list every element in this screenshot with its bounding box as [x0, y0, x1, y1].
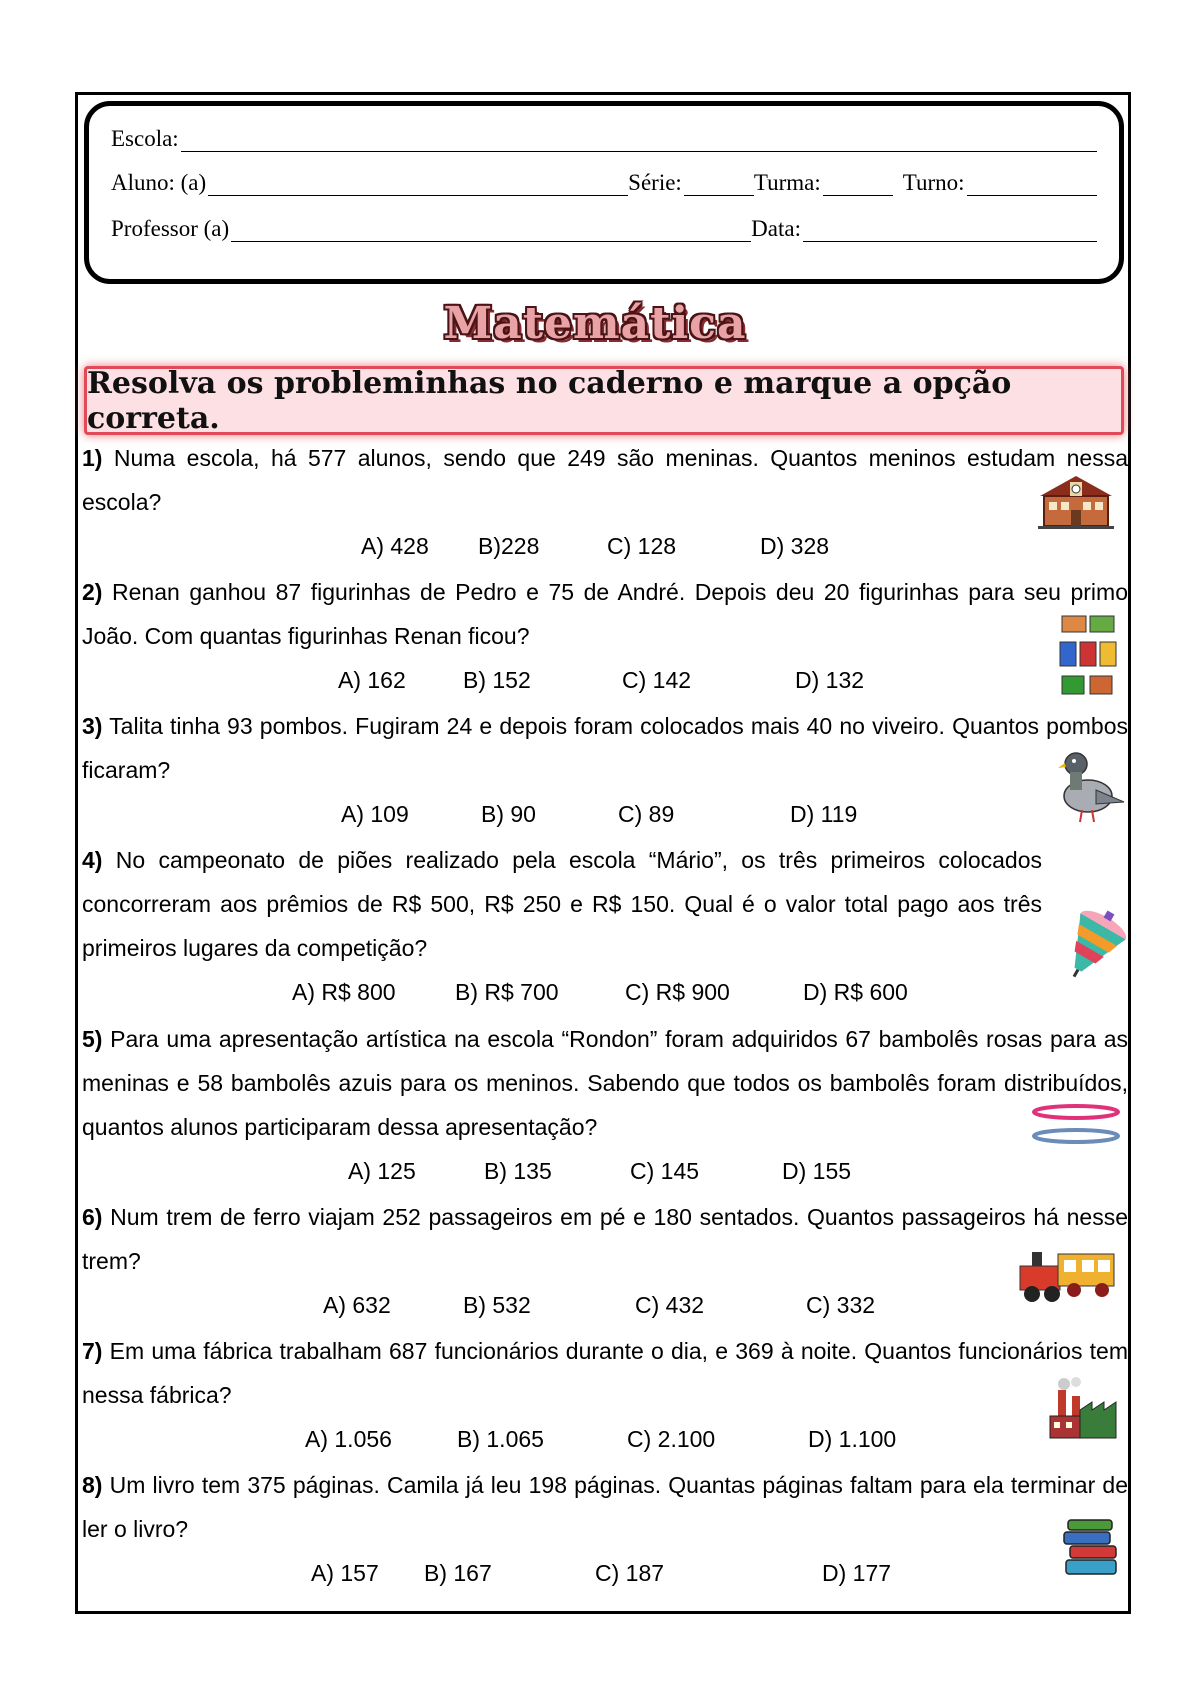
- question-3: [82, 704, 1128, 792]
- option-d[interactable]: D) 177: [822, 1560, 892, 1586]
- option-b[interactable]: B) 152: [463, 667, 531, 693]
- option-c[interactable]: C) 128: [607, 533, 677, 559]
- school-icon: [1036, 474, 1116, 530]
- factory-icon: [1048, 1376, 1118, 1440]
- question-text: Um livro tem 375 páginas. Camila já leu 198 páginas. Quantas páginas faltam para ela terminar de ler o livro?: [82, 1472, 1128, 1542]
- stickers-icon: [1058, 614, 1120, 698]
- turma-field[interactable]: [823, 175, 893, 196]
- books-icon: [1062, 1516, 1124, 1580]
- question-text: Renan ganhou 87 figurinhas de Pedro e 75 de André. Depois deu 20 figurinhas para seu primo João. Com quantas figurinhas Renan ficou?: [82, 579, 1128, 649]
- question-text: No campeonato de piões realizado pela escola “Mário”, os três primeiros colocados concorreram aos prêmios de R$ 500, R$ 250 e R$ 150. Qual é o valor total pago aos três primeiros lugares da competição?: [82, 847, 1042, 961]
- option-a[interactable]: A) 157: [311, 1560, 379, 1586]
- question-number: 4): [82, 847, 103, 873]
- data-field[interactable]: [803, 221, 1097, 242]
- option-b[interactable]: B) R$ 700: [455, 979, 559, 1005]
- option-d[interactable]: D) 132: [795, 667, 865, 693]
- question-4: [82, 838, 1128, 970]
- option-a[interactable]: A) 1.056: [305, 1426, 392, 1452]
- option-b[interactable]: B) 532: [463, 1292, 531, 1318]
- turno-field[interactable]: [967, 175, 1097, 196]
- question-5: [82, 1017, 1128, 1149]
- option-c[interactable]: C) 145: [630, 1158, 700, 1184]
- question-number: 2): [82, 579, 103, 605]
- option-b[interactable]: B) 135: [484, 1158, 552, 1184]
- spinning-top-icon: [1058, 905, 1128, 983]
- pigeon-icon: [1056, 746, 1126, 826]
- option-c[interactable]: C) 142: [622, 667, 692, 693]
- aluno-field[interactable]: [208, 175, 628, 196]
- question-1: [82, 436, 1128, 524]
- option-a[interactable]: A) 632: [323, 1292, 391, 1318]
- question-6: [82, 1195, 1128, 1283]
- question-2: [82, 570, 1128, 658]
- question-7: [82, 1329, 1128, 1417]
- professor-row: [111, 216, 1097, 242]
- escola-row: [111, 126, 1097, 152]
- option-d[interactable]: D) R$ 600: [803, 979, 908, 1005]
- option-c[interactable]: C) 187: [595, 1560, 665, 1586]
- option-d[interactable]: D) 1.100: [808, 1426, 897, 1452]
- question-number: 8): [82, 1472, 103, 1498]
- option-d[interactable]: C) 332: [806, 1292, 876, 1318]
- option-c[interactable]: C) 432: [635, 1292, 705, 1318]
- question-text: Num trem de ferro viajam 252 passageiros em pé e 180 sentados. Quantos passageiros há nesse trem?: [82, 1204, 1128, 1274]
- option-d[interactable]: D) 119: [790, 801, 858, 827]
- option-a[interactable]: A) 109: [341, 801, 409, 827]
- option-d[interactable]: D) 155: [782, 1158, 852, 1184]
- aluno-row: [111, 170, 1097, 196]
- question-text: Numa escola, há 577 alunos, sendo que 249 são meninas. Quantos meninos estudam nessa escola?: [82, 445, 1128, 515]
- escola-field[interactable]: [181, 131, 1097, 152]
- professor-label: Professor (a): [111, 216, 230, 241]
- question-text: Para uma apresentação artística na escola “Rondon” foram adquiridos 67 bambolês rosas para as meninas e 58 bambolês azuis para os meninos. Sabendo que todos os bambolês foram distribuídos, quantos alunos participaram dessa apresentação?: [82, 1026, 1128, 1140]
- turno-label: Turno:: [902, 170, 965, 195]
- serie-label: Série:: [628, 170, 682, 195]
- question-number: 3): [82, 713, 103, 739]
- page-title: Matemática: [443, 298, 747, 349]
- question-number: 1): [82, 445, 103, 471]
- train-icon: [1018, 1240, 1120, 1306]
- hula-hoops-icon: [1030, 1100, 1122, 1150]
- escola-label: Escola:: [111, 126, 179, 151]
- instruction-banner: [84, 366, 1124, 435]
- instruction-text: Resolva os probleminhas no caderno e marque a opção correta.: [87, 365, 1012, 436]
- option-a[interactable]: A) 162: [338, 667, 406, 693]
- option-b[interactable]: B) 167: [424, 1560, 492, 1586]
- option-c[interactable]: C) 2.100: [627, 1426, 716, 1452]
- turma-label: Turma:: [753, 170, 821, 195]
- option-c[interactable]: C) 89: [618, 801, 675, 827]
- option-b[interactable]: B)228: [478, 533, 540, 559]
- option-a[interactable]: A) R$ 800: [292, 979, 396, 1005]
- question-number: 5): [82, 1026, 103, 1052]
- option-b[interactable]: B) 1.065: [457, 1426, 544, 1452]
- question-text: Talita tinha 93 pombos. Fugiram 24 e depois foram colocados mais 40 no viveiro. Quantos pombos ficaram?: [82, 713, 1128, 783]
- question-8: [82, 1463, 1128, 1551]
- question-number: 6): [82, 1204, 103, 1230]
- question-number: 7): [82, 1338, 103, 1364]
- data-label: Data:: [751, 216, 801, 241]
- student-info-box: [84, 101, 1124, 284]
- serie-field[interactable]: [684, 175, 754, 196]
- aluno-label: Aluno: (a): [111, 170, 207, 195]
- option-a[interactable]: A) 428: [361, 533, 429, 559]
- option-a[interactable]: A) 125: [348, 1158, 416, 1184]
- option-b[interactable]: B) 90: [481, 801, 536, 827]
- professor-field[interactable]: [231, 221, 751, 242]
- option-c[interactable]: C) R$ 900: [625, 979, 730, 1005]
- option-d[interactable]: D) 328: [760, 533, 830, 559]
- question-text: Em uma fábrica trabalham 687 funcionários durante o dia, e 369 à noite. Quantos funcionários tem nessa fábrica?: [82, 1338, 1128, 1408]
